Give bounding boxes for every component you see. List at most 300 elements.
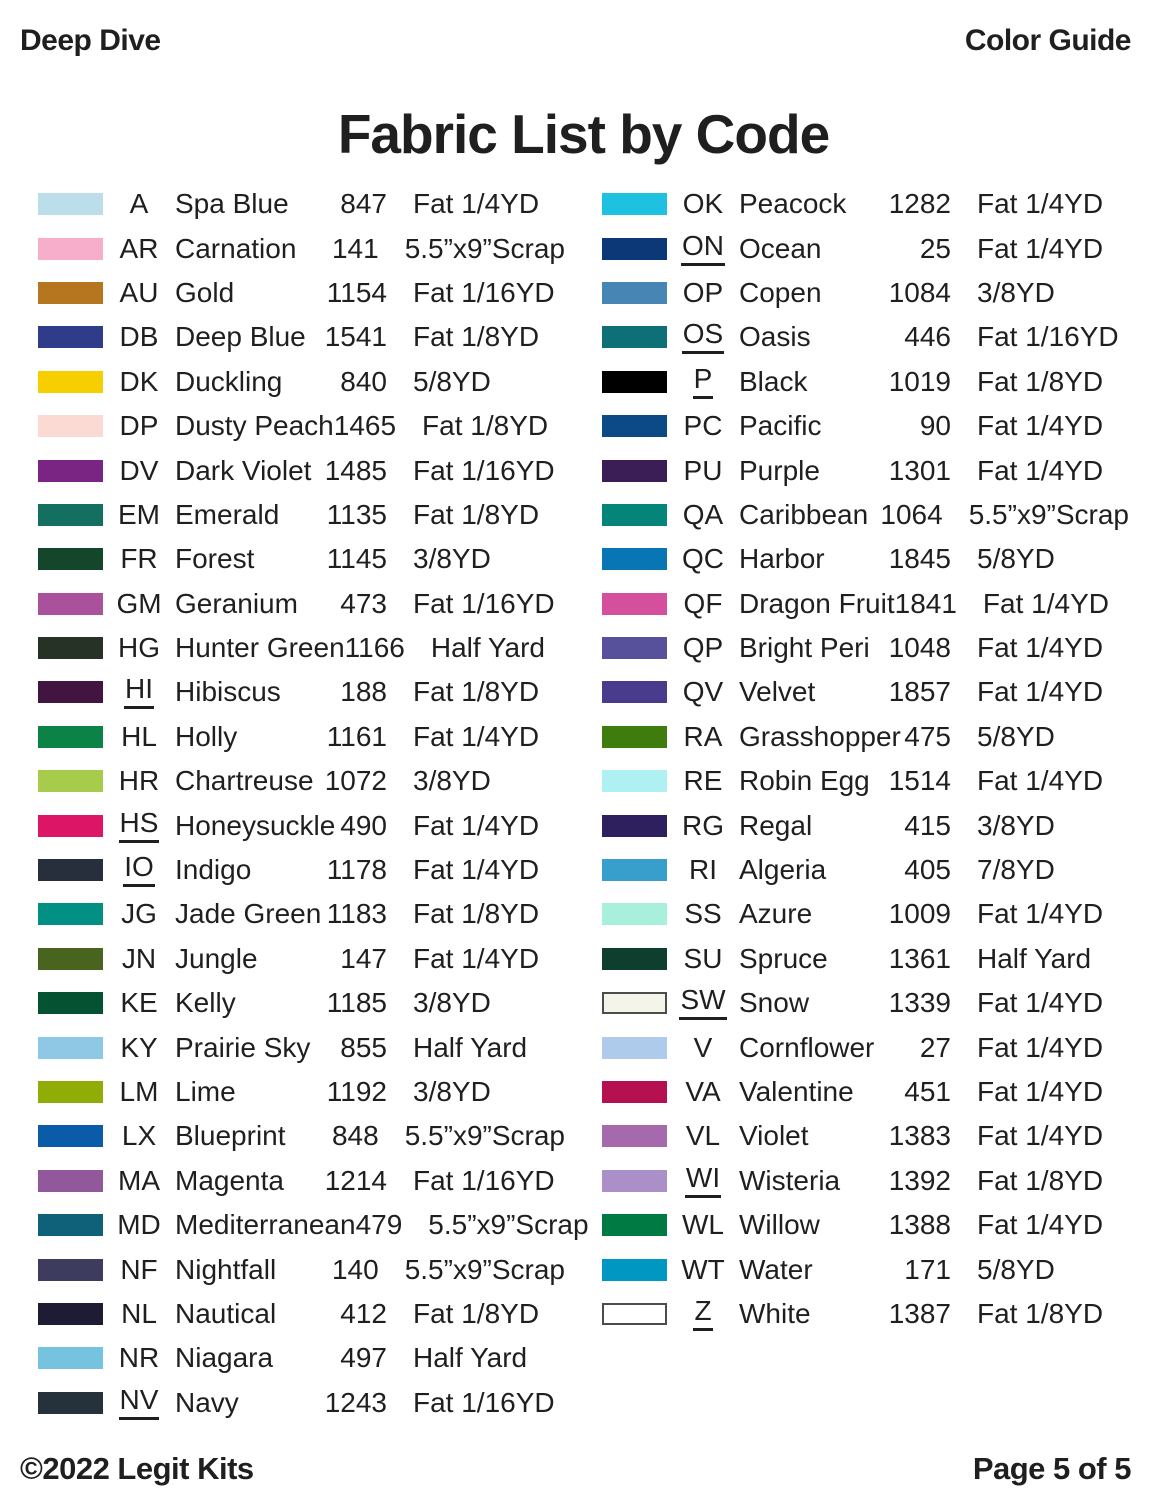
fabric-cut-size: Fat 1/8YD [413,498,540,530]
fabric-name: Velvet [739,676,816,708]
fabric-cut-size: Fat 1/16YD [413,454,555,486]
fabric-cut-size: 3/8YD [413,987,491,1019]
fabric-name: Navy [175,1386,239,1418]
fabric-row [602,493,1129,537]
color-swatch [602,504,667,526]
color-swatch [38,193,103,215]
fabric-number: 147 [340,942,387,974]
fabric-name: Harbor [739,543,825,575]
fabric-name: Peacock [739,188,847,220]
fabric-code-text: ON [681,232,725,266]
fabric-row [38,404,565,448]
fabric-code [111,412,167,440]
fabric-number: 1383 [888,1120,951,1152]
fabric-row [38,360,565,404]
fabric-code-text: JN [121,942,157,974]
color-swatch [38,770,103,792]
fabric-code [675,1122,731,1150]
fabric-cut-size: Fat 1/4YD [977,232,1104,264]
color-swatch [38,815,103,837]
fabric-cut-size: 5.5”x9”Scrap [404,1120,565,1152]
fabric-cut-size: Half Yard [413,1031,528,1063]
fabric-code [111,1297,167,1329]
fabric-code [675,320,731,354]
fabric-cut-size: 3/8YD [413,543,491,575]
fabric-cut-size: 5.5”x9”Scrap [968,498,1129,530]
fabric-number: 141 [331,232,379,264]
page-footer [0,1451,1167,1487]
fabric-number: 1282 [888,188,951,220]
fabric-code [111,1344,167,1372]
color-swatch [38,282,103,304]
fabric-number: 412 [340,1297,387,1329]
fabric-row [38,182,565,226]
fabric-code [111,720,167,752]
fabric-code [111,1383,167,1420]
fabric-name: Cornflower [739,1031,875,1063]
fabric-row [38,937,565,981]
fabric-row [602,226,1129,270]
fabric-number: 1388 [888,1209,951,1241]
color-swatch [38,637,103,659]
fabric-code [675,900,731,928]
fabric-code-text: RA [683,720,723,752]
color-swatch [602,238,667,260]
fabric-number: 1161 [326,720,387,752]
color-swatch [602,681,667,703]
color-swatch [38,1170,103,1192]
fabric-cut-size: 5/8YD [413,365,491,397]
fabric-code-text: OK [682,188,724,220]
fabric-name: Pacific [739,410,822,442]
color-swatch [602,415,667,437]
fabric-name: Geranium [175,587,298,619]
fabric-name: Honeysuckle [175,809,336,841]
fabric-row [38,715,565,759]
fabric-number: 855 [340,1031,387,1063]
fabric-cut-size: Fat 1/4YD [977,676,1104,708]
fabric-code-text: HS [119,809,160,843]
fabric-code-text: WT [681,1253,725,1285]
fabric-cut-size: Fat 1/4YD [977,1209,1104,1241]
fabric-name: Black [739,365,808,397]
color-swatch [602,1037,667,1059]
fabric-name: Dragon Fruit [739,587,895,619]
fabric-code-text: QC [682,543,724,575]
fabric-code-text: HG [118,632,160,664]
color-swatch [38,948,103,970]
fabric-number: 1185 [326,987,387,1019]
fabric-number: 1178 [326,854,387,886]
color-swatch [602,1303,667,1325]
fabric-row [38,448,565,492]
fabric-row [38,1381,565,1425]
fabric-code-text: NR [118,1342,160,1374]
fabric-cut-size: 5/8YD [977,1253,1055,1285]
fabric-cut-size: 3/8YD [977,809,1055,841]
fabric-number: 1166 [344,632,405,664]
color-swatch [38,681,103,703]
fabric-code-text: IO [123,853,155,887]
fabric-row [38,981,565,1025]
fabric-code-text: AU [119,276,159,308]
color-swatch [38,548,103,570]
fabric-code [111,942,167,974]
fabric-cut-size: Fat 1/16YD [413,276,555,308]
fabric-name: Niagara [175,1342,274,1374]
fabric-number: 1541 [324,321,387,353]
fabric-row [602,937,1129,981]
fabric-cut-size: 7/8YD [977,854,1055,886]
fabric-name: Jungle [175,942,258,974]
fabric-code [675,276,731,308]
fabric-code-text: PU [683,454,723,486]
color-swatch [602,726,667,748]
color-swatch [602,637,667,659]
fabric-cut-size: Fat 1/8YD [977,1297,1104,1329]
page-title: Fabric List by Code [337,103,830,165]
fabric-cut-size: Fat 1/4YD [977,898,1104,930]
fabric-name: Emerald [175,498,280,530]
fabric-row [38,1025,565,1069]
color-swatch [602,282,667,304]
fabric-name: Water [739,1253,813,1285]
fabric-cut-size: Fat 1/8YD [977,365,1104,397]
fabric-code [111,675,167,709]
fabric-name: Wisteria [739,1164,841,1196]
fabric-cut-size: 5/8YD [977,543,1055,575]
fabric-row [602,759,1129,803]
fabric-cut-size: Fat 1/4YD [413,720,540,752]
color-swatch [38,326,103,348]
fabric-code-text: SU [683,942,723,974]
fabric-code-text: AR [119,232,159,264]
fabric-code-text: P [693,365,714,399]
fabric-code-text: VL [685,1120,721,1152]
fabric-name: Dusty Peach [175,410,334,442]
fabric-code [675,1078,731,1106]
fabric-number: 415 [904,809,951,841]
fabric-number: 1841 [894,587,957,619]
fabric-name: Ocean [739,232,822,264]
fabric-row [602,1114,1129,1158]
fabric-row [38,226,565,270]
fabric-row [38,803,565,847]
fabric-row [602,1247,1129,1291]
fabric-cut-size: Fat 1/8YD [422,410,549,442]
fabric-code-text: V [693,1031,713,1063]
fabric-name: Indigo [175,854,252,886]
fabric-code [111,853,167,887]
fabric-cut-size: Fat 1/4YD [982,587,1109,619]
fabric-name: Blueprint [175,1120,286,1152]
fabric-cut-size: Fat 1/4YD [977,1120,1104,1152]
fabric-code [111,1253,167,1285]
fabric-code-text: QV [682,676,724,708]
fabric-row [38,848,565,892]
fabric-name: Chartreuse [175,765,314,797]
fabric-code-text: LX [121,1120,157,1152]
fabric-code-text: HI [124,675,154,709]
color-swatch [602,1259,667,1281]
fabric-row [602,1159,1129,1203]
fabric-code [111,1164,167,1196]
fabric-number: 1064 [880,498,943,530]
fabric-cut-size: Fat 1/8YD [977,1164,1104,1196]
fabric-column [38,182,589,1425]
color-swatch [602,770,667,792]
fabric-code [111,634,167,662]
fabric-cut-size: Fat 1/8YD [413,898,540,930]
fabric-code [675,545,731,573]
page-header [0,0,1167,58]
fabric-code [111,323,167,351]
fabric-code-text: RG [682,809,724,841]
fabric-code-text: GM [116,587,162,619]
fabric-code-text: JG [121,898,157,930]
fabric-code [111,1211,167,1239]
fabric-number: 1485 [324,454,387,486]
fabric-name: Carnation [175,232,297,264]
fabric-code [675,678,731,706]
fabric-number: 1183 [326,898,387,930]
fabric-row [38,1292,565,1336]
fabric-cut-size: 3/8YD [413,1076,491,1107]
fabric-number: 847 [340,188,387,220]
copyright-text: ©2022 Legit Kits [20,1451,254,1486]
fabric-row [602,537,1129,581]
color-swatch [38,1037,103,1059]
fabric-code [675,856,731,884]
fabric-row [38,1203,589,1247]
fabric-number: 848 [331,1120,379,1152]
color-swatch [602,903,667,925]
color-swatch [38,992,103,1014]
fabric-code-text: NF [120,1253,158,1285]
fabric-number: 1361 [888,942,951,974]
fabric-code [111,900,167,928]
fabric-number: 446 [904,321,951,353]
fabric-cut-size: Fat 1/16YD [413,1386,555,1418]
fabric-code [675,1161,731,1198]
fabric-row [38,626,565,670]
fabric-name: Magenta [175,1164,284,1196]
color-swatch [602,859,667,881]
fabric-code [675,986,731,1020]
fabric-code [675,1031,731,1063]
fabric-name: Jade Green [175,898,322,930]
fabric-row [602,448,1129,492]
fabric-cut-size: Fat 1/4YD [413,809,540,841]
fabric-number: 140 [331,1253,379,1285]
color-swatch [38,238,103,260]
fabric-number: 1145 [326,543,387,575]
fabric-row [38,493,565,537]
fabric-code [111,1078,167,1106]
fabric-row [602,1203,1129,1247]
fabric-row [38,1070,565,1114]
fabric-cut-size: Half Yard [430,632,545,664]
fabric-code-text: DP [119,410,159,442]
fabric-number: 90 [919,410,951,442]
fabric-name: Bright Peri [739,632,870,664]
fabric-code-text: DK [119,365,159,397]
fabric-cut-size: Fat 1/8YD [413,321,540,353]
fabric-name: Nautical [175,1297,277,1329]
color-swatch [602,992,667,1014]
fabric-name: Copen [739,276,822,308]
fabric-code-text: KY [120,1031,158,1063]
fabric-number: 188 [340,676,387,708]
color-swatch [602,1170,667,1192]
fabric-row [38,1247,565,1291]
fabric-name: White [739,1297,811,1329]
fabric-name: Forest [175,543,255,575]
fabric-name: Oasis [739,321,811,353]
fabric-code [111,232,167,264]
fabric-code [675,587,731,619]
color-swatch [38,1392,103,1414]
fabric-code-text: KE [120,987,158,1019]
fabric-code-text: FR [120,543,158,575]
fabric-name: Algeria [739,854,827,886]
fabric-row [602,803,1129,847]
fabric-code [675,362,731,399]
fabric-name: Prairie Sky [175,1031,311,1063]
fabric-number: 1387 [888,1297,951,1329]
fabric-name: Hunter Green [175,632,345,664]
fabric-code-text: HL [121,720,157,752]
color-swatch [38,504,103,526]
fabric-name: Azure [739,898,813,930]
fabric-name: Dark Violet [175,454,312,486]
fabric-number: 1135 [326,498,387,530]
fabric-row [602,715,1129,759]
fabric-name: Caribbean [739,498,869,530]
fabric-name: Duckling [175,365,283,397]
color-swatch [38,859,103,881]
fabric-name: Nightfall [175,1253,277,1285]
fabric-code-text: OS [682,320,724,354]
color-swatch [38,1347,103,1369]
fabric-code-text: MA [118,1164,160,1196]
fabric-code-text: MD [117,1209,161,1241]
fabric-code-text: DB [119,321,159,353]
fabric-cut-size: Half Yard [977,942,1092,974]
color-swatch [38,1125,103,1147]
fabric-cut-size: Fat 1/4YD [977,765,1104,797]
fabric-code-text: A [129,188,149,220]
fabric-row [38,759,565,803]
fabric-name: Mediterranean [175,1209,356,1241]
fabric-code-text: EM [118,498,160,530]
fabric-number: 1857 [888,676,951,708]
color-swatch [38,1303,103,1325]
fabric-code-text: DV [119,454,159,486]
fabric-number: 1339 [888,987,951,1019]
fabric-code-text: QP [682,632,724,664]
fabric-cut-size: Fat 1/16YD [977,321,1119,353]
color-swatch [38,1214,103,1236]
fabric-code-text: RE [683,765,723,797]
fabric-number: 1214 [324,1164,387,1196]
fabric-code [111,545,167,573]
fabric-code-text: NV [119,1386,160,1420]
fabric-row [602,670,1129,714]
fabric-number: 1192 [326,1076,387,1107]
fabric-name: Kelly [175,987,236,1019]
fabric-cut-size: 5.5”x9”Scrap [404,232,565,264]
fabric-code-text: Z [693,1297,712,1331]
fabric-code [111,454,167,486]
fabric-cut-size: Fat 1/4YD [977,1076,1104,1107]
fabric-code-text: QF [683,587,723,619]
color-swatch [38,726,103,748]
fabric-name: Robin Egg [739,765,870,797]
fabric-cut-size: Fat 1/4YD [413,942,540,974]
fabric-name: Holly [175,720,238,752]
fabric-code-text: WI [685,1164,721,1198]
fabric-name: Deep Blue [175,321,306,353]
fabric-number: 1392 [888,1164,951,1196]
fabric-cut-size: Fat 1/16YD [413,587,555,619]
fabric-code-text: HR [118,765,160,797]
fabric-row [602,1292,1129,1336]
color-swatch [602,1214,667,1236]
fabric-row [602,1025,1129,1069]
color-swatch [602,460,667,482]
fabric-row [602,981,1129,1025]
fabric-code-text: OP [682,276,724,308]
fabric-row [38,271,565,315]
page-number: Page 5 of 5 [972,1451,1131,1486]
fabric-code [111,190,167,218]
color-swatch [602,1125,667,1147]
fabric-code [111,498,167,530]
fabric-code [675,454,731,486]
fabric-code-text: SS [684,898,722,930]
fabric-code-text: PC [683,410,723,442]
fabric-code [675,190,731,218]
fabric-row [602,315,1129,359]
fabric-number: 1465 [333,410,397,442]
fabric-row [38,315,565,359]
fabric-code-text: WL [682,1209,724,1241]
fabric-code [675,498,731,530]
fabric-number: 1048 [888,632,951,664]
fabric-number: 451 [904,1076,951,1107]
fabric-number: 497 [340,1342,387,1374]
fabric-code-text: VA [685,1076,721,1107]
fabric-cut-size: Fat 1/4YD [413,854,540,886]
fabric-code [111,989,167,1017]
color-swatch [602,193,667,215]
fabric-row [602,404,1129,448]
fabric-row [38,1159,565,1203]
fabric-cut-size: Fat 1/4YD [977,1031,1104,1063]
fabric-cut-size: Fat 1/4YD [977,410,1104,442]
fabric-code [675,412,731,440]
fabric-cut-size: 5.5”x9”Scrap [404,1253,565,1285]
fabric-number: 1514 [888,765,951,797]
fabric-code [111,1122,167,1150]
fabric-code [675,229,731,266]
fabric-row [38,1336,565,1380]
color-swatch [38,903,103,925]
fabric-code [111,767,167,795]
fabric-code [111,276,167,308]
fabric-name: Snow [739,987,810,1019]
